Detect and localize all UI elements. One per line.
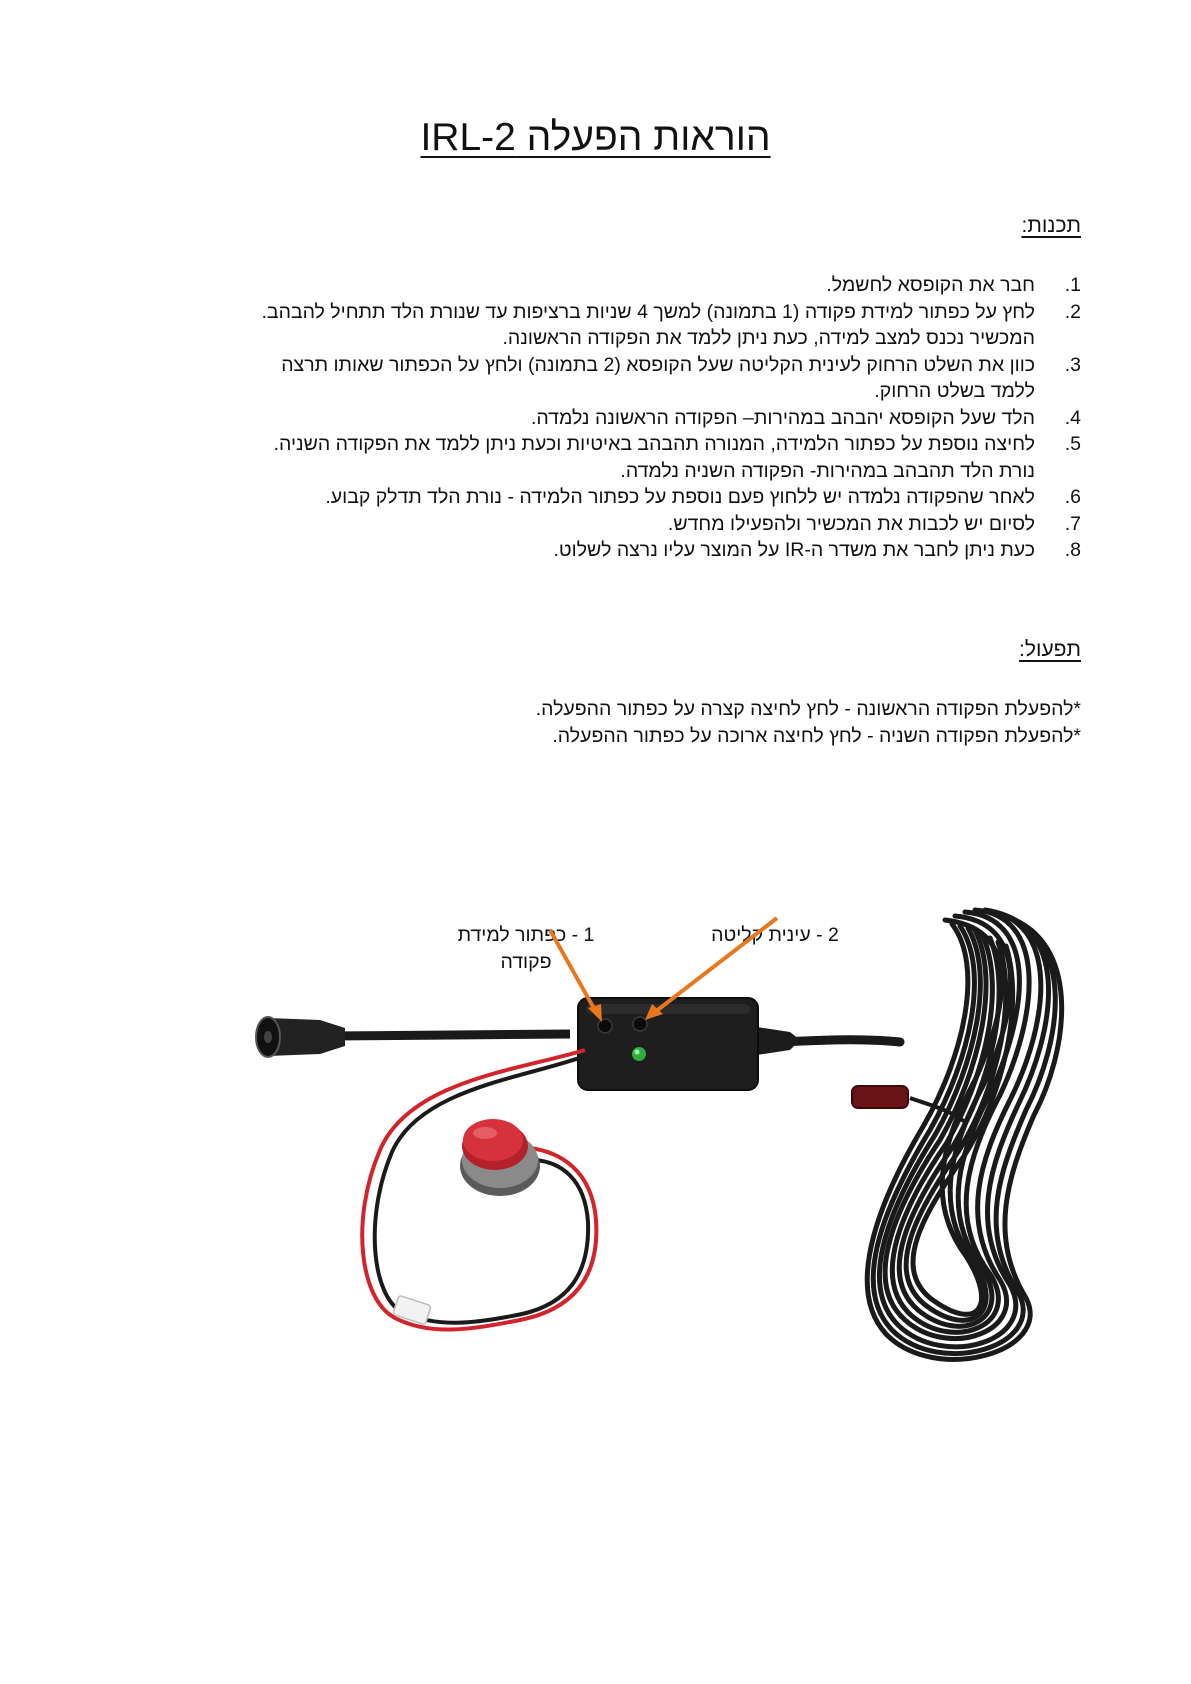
callout-line: 1 - כפתור למידת xyxy=(457,924,595,946)
device-photo xyxy=(0,900,1191,1420)
setup-steps-list xyxy=(121,272,1081,564)
operation-line: *להפעלת הפקודה הראשונה - לחץ לחיצה קצרה על כפתור ההפעלה. xyxy=(535,698,1081,720)
step-number: .7 xyxy=(1064,512,1081,535)
operation-heading: תפעול: xyxy=(1019,638,1081,661)
arrow-learn-button xyxy=(550,930,602,1022)
ir-eye xyxy=(633,1017,647,1031)
step-number: .5 xyxy=(1064,433,1081,455)
step-number: .4 xyxy=(1064,406,1081,429)
ir-receiver xyxy=(852,1086,908,1108)
dc-cable xyxy=(330,1034,570,1036)
list-item xyxy=(121,272,1081,299)
step-number: .2 xyxy=(1064,300,1081,323)
step-text: חבר את הקופסא לחשמל. xyxy=(826,274,1035,296)
list-item xyxy=(121,537,1081,564)
led-indicator xyxy=(632,1047,646,1061)
operation-instructions xyxy=(121,696,1081,749)
step-number: .1 xyxy=(1064,274,1081,296)
setup-heading: תכנות: xyxy=(1021,214,1081,237)
red-push-button xyxy=(460,1119,540,1196)
list-item xyxy=(121,484,1081,511)
list-item xyxy=(121,511,1081,538)
coiled-cable xyxy=(867,910,1061,1359)
callout-line: 2 - עינית קליטה xyxy=(711,924,839,946)
learn-button-hole xyxy=(598,1019,612,1033)
callout-line: פקודה xyxy=(500,951,552,973)
step-text: לחיצה נוספת על כפתור הלמידה, המנורה תהבהב באיטיות וכעת ניתן ללמד את הפקודה השניה. xyxy=(273,433,1035,455)
step-text: כוון את השלט הרחוק לעינית הקליטה שעל הקופסא (2 בתמונה) ולחץ על הכפתור שאותו תרצה xyxy=(281,353,1035,376)
list-item xyxy=(121,299,1081,352)
step-number: .3 xyxy=(1064,353,1081,376)
step-number: .6 xyxy=(1064,486,1081,508)
step-text: המכשיר נכנס למצב למידה, כעת ניתן ללמד את הפקודה הראשונה. xyxy=(502,327,1035,349)
step-text: הלד שעל הקופסא יהבהב במהירות– הפקודה הראשונה נלמדה. xyxy=(530,406,1035,429)
list-item xyxy=(121,405,1081,432)
list-item xyxy=(121,352,1081,405)
page-title-text: הוראות הפעלה IRL-2 xyxy=(420,116,771,159)
step-text: לסיום יש לכבות את המכשיר ולהפעילו מחדש. xyxy=(667,512,1035,535)
step-number: .8 xyxy=(1064,539,1081,561)
step-text: ללמד בשלט הרחוק. xyxy=(874,380,1035,402)
step-text: כעת ניתן לחבר את משדר ה-IR על המוצר עליו נרצה לשלוט. xyxy=(553,539,1035,561)
step-text: לאחר שהפקודה נלמדה יש ללחוץ פעם נוספת על כפתור הלמידה - נורת הלד תדלק קבוע. xyxy=(325,486,1035,508)
list-item xyxy=(121,431,1081,484)
page-title xyxy=(0,112,1191,164)
step-text: לחץ על כפתור למידת פקודה (1 בתמונה) למשך 4 שניות ברציפות עד שנורת הלד תתחיל להבהב. xyxy=(261,300,1035,323)
operation-line: *להפעלת הפקודה השניה - לחץ לחיצה ארוכה על כפתור ההפעלה. xyxy=(552,724,1081,747)
step-text: נורת הלד תהבהב במהירות- הפקודה השניה נלמדה. xyxy=(620,459,1035,482)
